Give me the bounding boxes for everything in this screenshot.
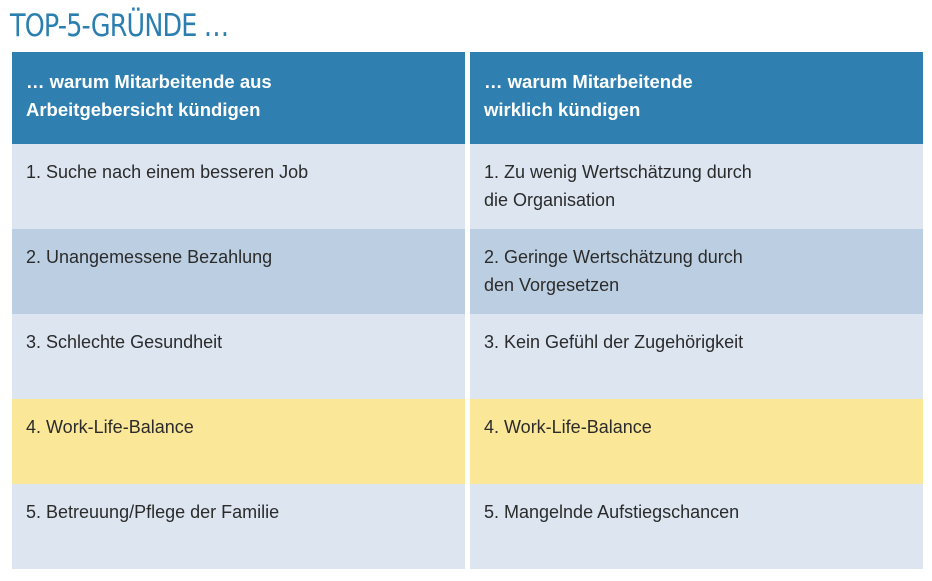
page-title: TOP-5-GRÜNDE …	[10, 8, 229, 44]
comparison-table	[12, 52, 923, 569]
table-cell-left-4: 4. Work-Life-Balance	[12, 399, 465, 484]
table-cell-right-1: 1. Zu wenig Wertschätzung durch die Organisation	[470, 144, 923, 229]
table-cell-right-5: 5. Mangelnde Aufstiegschancen	[470, 484, 923, 569]
table-cell-left-3: 3. Schlechte Gesundheit	[12, 314, 465, 399]
table-cell-right-3: 3. Kein Gefühl der Zugehörigkeit	[470, 314, 923, 399]
table-cell-right-4: 4. Work-Life-Balance	[470, 399, 923, 484]
table-cell-left-5: 5. Betreuung/Pflege der Familie	[12, 484, 465, 569]
column-header-actual-reasons: … warum Mitarbeitende wirklich kündigen	[470, 52, 923, 144]
table-cell-left-2: 2. Unangemessene Bezahlung	[12, 229, 465, 314]
table-cell-right-2: 2. Geringe Wertschätzung durch den Vorgesetzen	[470, 229, 923, 314]
column-header-employer-view: … warum Mitarbeitende aus Arbeitgebersicht kündigen	[12, 52, 465, 144]
table-cell-left-1: 1. Suche nach einem besseren Job	[12, 144, 465, 229]
